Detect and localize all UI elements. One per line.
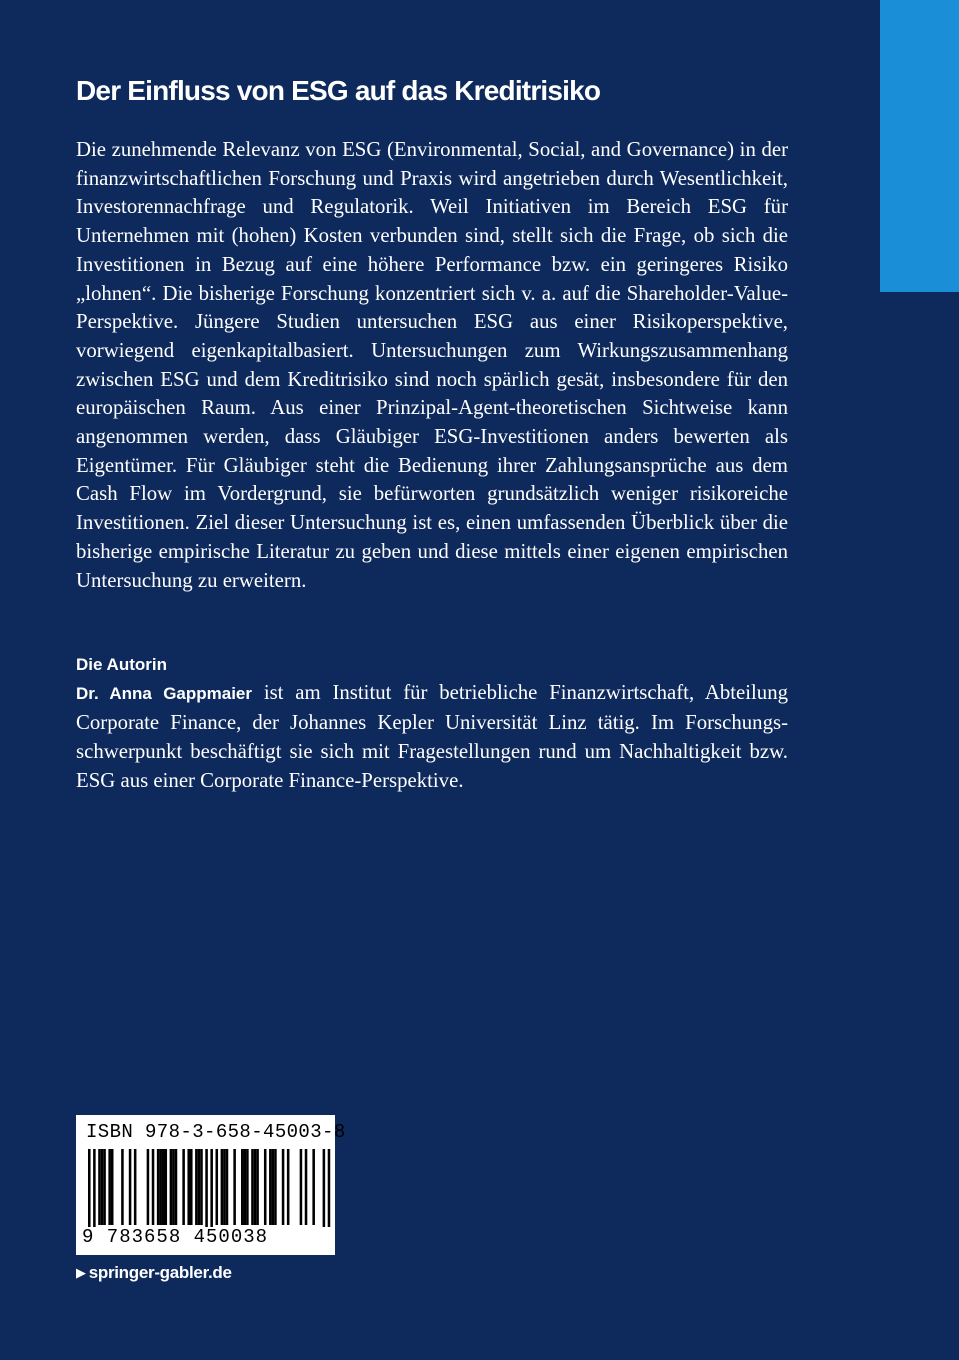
barcode-bar: [165, 1149, 168, 1225]
arrow-right-icon: ▶: [76, 1265, 86, 1280]
barcode-bar: [226, 1149, 229, 1225]
barcode-bar: [121, 1149, 124, 1225]
isbn-number: ISBN 978-3-658-45003-8: [86, 1121, 346, 1143]
barcode-bar: [241, 1149, 244, 1225]
barcode-bar: [205, 1149, 208, 1227]
barcode-bar: [254, 1149, 257, 1225]
barcode-bar: [98, 1149, 101, 1225]
barcode-bar: [88, 1149, 91, 1227]
abstract-text: Die zunehmende Relevanz von ESG (Environmental, Social, and Governance) in der finanzwirtschaftlichen Forschung und Praxis wird angetrieben durch Wesentlichkeit, Investorennachfrage und Regulatorik. Weil Initiativen im Bereich ESG für Unternehmen mit (hohen) Kosten verbunden sind, stellt sich die Frage, ob sich die Investitionen in Bezug auf eine höhere Performance bzw. ein geringeres Risiko „lohnen“. Die bisherige Forschung konzentriert sich v. a. auf die Shareholder-Value-Perspektive. Jüngere Studien untersuchen ESG aus einer Risikoperspektive, vorwiegend eigenkapitalbasiert. Untersuchungen zum Wirkungszusammenhang zwischen ESG und dem Kreditrisiko sind noch spärlich gesät, insbesondere für den europäischen Raum. Aus einer Prinzipal-Agent-theoretischen Sichtweise kann angenommen werden, dass Gläubiger ESG-Investitionen anders bewerten als Eigentümer. Für Gläubiger steht die Bedienung ihrer Zahlungsansprüche aus dem Cash Flow im Vordergrund, sie befürworten grundsätzlich weniger risikoreiche Investitionen. Ziel dieser Untersuchung ist es, einen umfassenden Überblick über die bisherige empirische Literatur zu geben und diese mittels einer eigenen empirischen Untersuchung zu erweitern.: [76, 138, 788, 592]
barcode-bar: [111, 1149, 114, 1225]
barcode-bar: [170, 1149, 173, 1225]
barcode-bar: [172, 1149, 175, 1225]
barcode-bar: [198, 1149, 201, 1225]
barcode-bar: [272, 1149, 275, 1225]
barcode-bar: [190, 1149, 193, 1225]
barcode-bar: [221, 1149, 224, 1225]
barcode-bar: [282, 1149, 285, 1225]
author-heading: Die Autorin: [76, 655, 167, 674]
barcode-bar: [216, 1149, 219, 1225]
barcode-bar: [134, 1149, 137, 1225]
barcode-bar: [152, 1149, 155, 1225]
barcode-bar: [269, 1149, 272, 1225]
publisher-link-text: springer-gabler.de: [88, 1263, 232, 1282]
author-bio: [76, 678, 788, 795]
barcode-bar: [300, 1149, 303, 1225]
accent-bar: [880, 0, 959, 292]
barcode-bar: [182, 1149, 185, 1225]
barcode-bar: [108, 1149, 111, 1225]
barcode-bar: [93, 1149, 96, 1227]
barcode-bar: [274, 1149, 277, 1225]
publisher-link[interactable]: [76, 1262, 232, 1284]
barcode-bar: [244, 1149, 247, 1225]
book-title: Der Einfluss von ESG auf das Kreditrisiko: [76, 75, 601, 106]
barcode-bar: [103, 1149, 106, 1225]
barcode-bar: [101, 1149, 104, 1225]
barcode-bar: [328, 1149, 331, 1227]
barcode-bar: [162, 1149, 165, 1225]
author-name: Dr. Anna Gappmaier: [76, 684, 253, 703]
barcode-bar: [246, 1149, 249, 1225]
barcode-bar: [210, 1149, 213, 1227]
barcode-bar: [323, 1149, 326, 1227]
barcode-bar: [159, 1149, 162, 1225]
barcode-bar: [312, 1149, 315, 1225]
barcode-bar: [223, 1149, 226, 1225]
author-bio-text: ist am Institut für betriebliche Finanzwirtschaft, Abteilung Corporate Finance, der Johannes Kepler Universität Linz tätig. Im Forschungsschwerpunkt beschäftigt sie sich mit Fragestellungen rund um Nachhaltigkeit bzw. ESG aus einer Corporate Finance-Perspektive.: [76, 681, 788, 792]
barcode-bar: [187, 1149, 190, 1225]
barcode-bars: [76, 1149, 335, 1227]
barcode-bar: [157, 1149, 160, 1225]
barcode-bar: [200, 1149, 203, 1225]
barcode-bar: [305, 1149, 308, 1225]
barcode-bar: [129, 1149, 132, 1225]
barcode-bar: [256, 1149, 259, 1225]
barcode-bar: [147, 1149, 150, 1225]
isbn-barcode: [76, 1115, 346, 1255]
barcode-digits: 9 783658 450038: [82, 1226, 269, 1248]
barcode-bar: [233, 1149, 236, 1225]
barcode-bar: [175, 1149, 178, 1225]
barcode-bar: [251, 1149, 254, 1225]
barcode-bar: [195, 1149, 198, 1225]
barcode-bar: [287, 1149, 290, 1225]
barcode-bar: [264, 1149, 267, 1225]
